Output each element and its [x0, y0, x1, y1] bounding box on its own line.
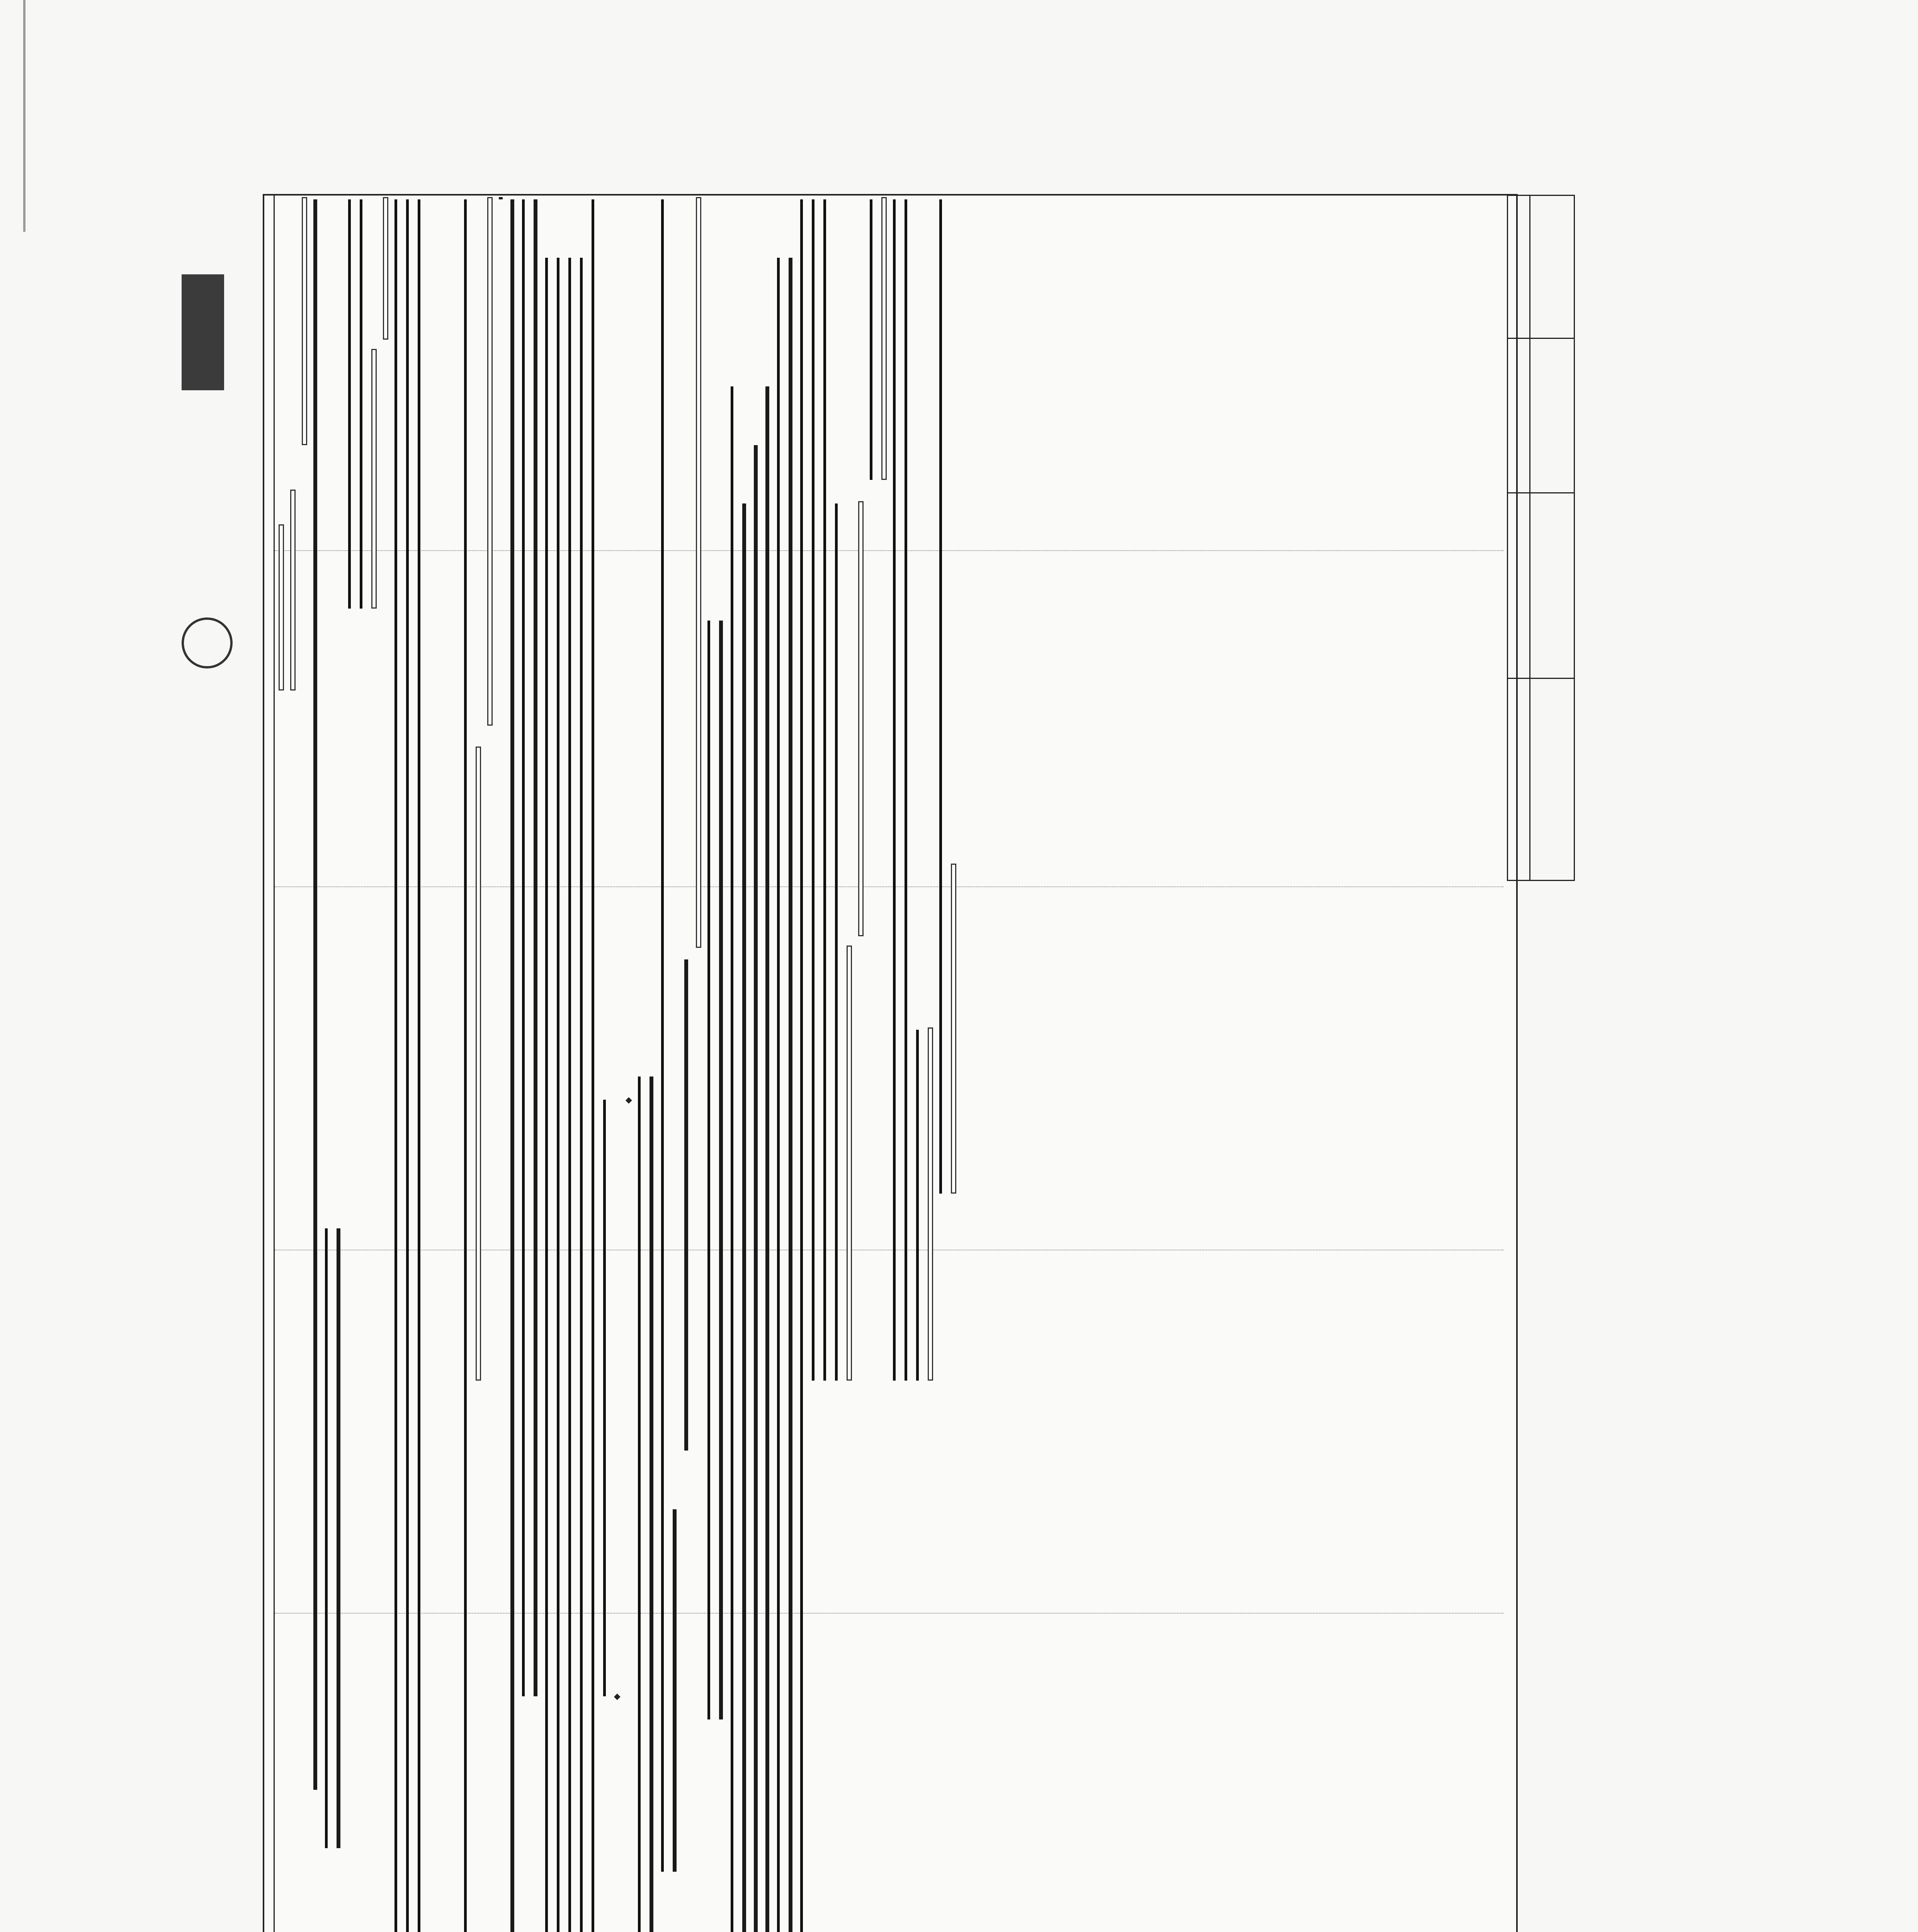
summary-bar [835, 503, 838, 1381]
summary-bar [325, 1228, 328, 1848]
summary-bar [522, 199, 525, 1696]
summary-bar [406, 199, 409, 1932]
summary-bar [394, 199, 397, 1932]
rb-logo-icon [171, 607, 243, 679]
activity-bar [765, 386, 769, 1932]
kaden-logo [182, 274, 224, 390]
summary-bar [557, 258, 559, 1932]
rotated-landscape-sheet [162, 185, 1573, 1932]
activity-bar [650, 1077, 653, 1932]
logo-block [174, 251, 274, 668]
summary-bar [418, 199, 420, 1932]
summary-bar [905, 199, 907, 1381]
summary-bar [893, 199, 896, 1381]
footer-title-block [1515, 1190, 1522, 1770]
milestone-icon: ◆ [612, 1694, 621, 1700]
activity-bar [337, 1228, 340, 1848]
column-header [264, 196, 275, 1932]
summary-bar [603, 1100, 606, 1696]
summary-bar [812, 199, 814, 1381]
activity-bar [719, 621, 723, 1720]
summary-bar [568, 258, 571, 1932]
activity-bar [696, 197, 701, 948]
month-gridline [275, 886, 1503, 887]
activity-bar [302, 197, 307, 445]
summary-bar [707, 621, 710, 1720]
activity-bar [279, 524, 284, 690]
month-gridline [275, 1613, 1503, 1614]
activity-bar [371, 349, 377, 609]
activity-bar [742, 503, 746, 1932]
summary-bar [592, 199, 594, 1932]
summary-bar [939, 199, 942, 1194]
summary-bar [731, 386, 733, 1932]
summary-bar [464, 199, 467, 1932]
programme-table [263, 194, 1518, 1932]
month-gridline [275, 550, 1503, 551]
activity-bar [290, 490, 296, 691]
activity-bar [487, 197, 493, 726]
summary-bar [661, 199, 664, 1872]
activity-bar [673, 1509, 677, 1872]
activity-bar [534, 199, 537, 1696]
activity-bar [928, 1027, 933, 1381]
summary-bar [580, 258, 583, 1932]
summary-bar [823, 199, 826, 1381]
activity-bar [383, 197, 388, 340]
activity-bar [951, 864, 956, 1193]
scan-edge-mark [23, 0, 26, 232]
activity-bar [881, 197, 887, 480]
summary-bar [360, 199, 362, 609]
activity-bar [510, 199, 514, 1932]
activity-bar [476, 747, 481, 1380]
footer [1515, 197, 1573, 1932]
activity-bar [313, 199, 317, 1790]
summary-bar [800, 199, 803, 1932]
summary-bar [916, 1030, 919, 1381]
summary-bar [870, 199, 872, 480]
activity-bar [684, 959, 688, 1451]
milestone-icon: ◆ [623, 1097, 633, 1104]
summary-bar [545, 258, 548, 1932]
activity-bar [858, 501, 864, 936]
activity-bar [754, 445, 758, 1932]
summary-bar [348, 199, 351, 609]
gantt-area [275, 199, 1503, 1932]
summary-bar [638, 1077, 641, 1932]
activity-bar [789, 258, 792, 1932]
summary-bar [777, 258, 780, 1932]
revision-block [1507, 195, 1575, 881]
activity-bar [499, 197, 503, 199]
activity-bar [847, 946, 852, 1381]
